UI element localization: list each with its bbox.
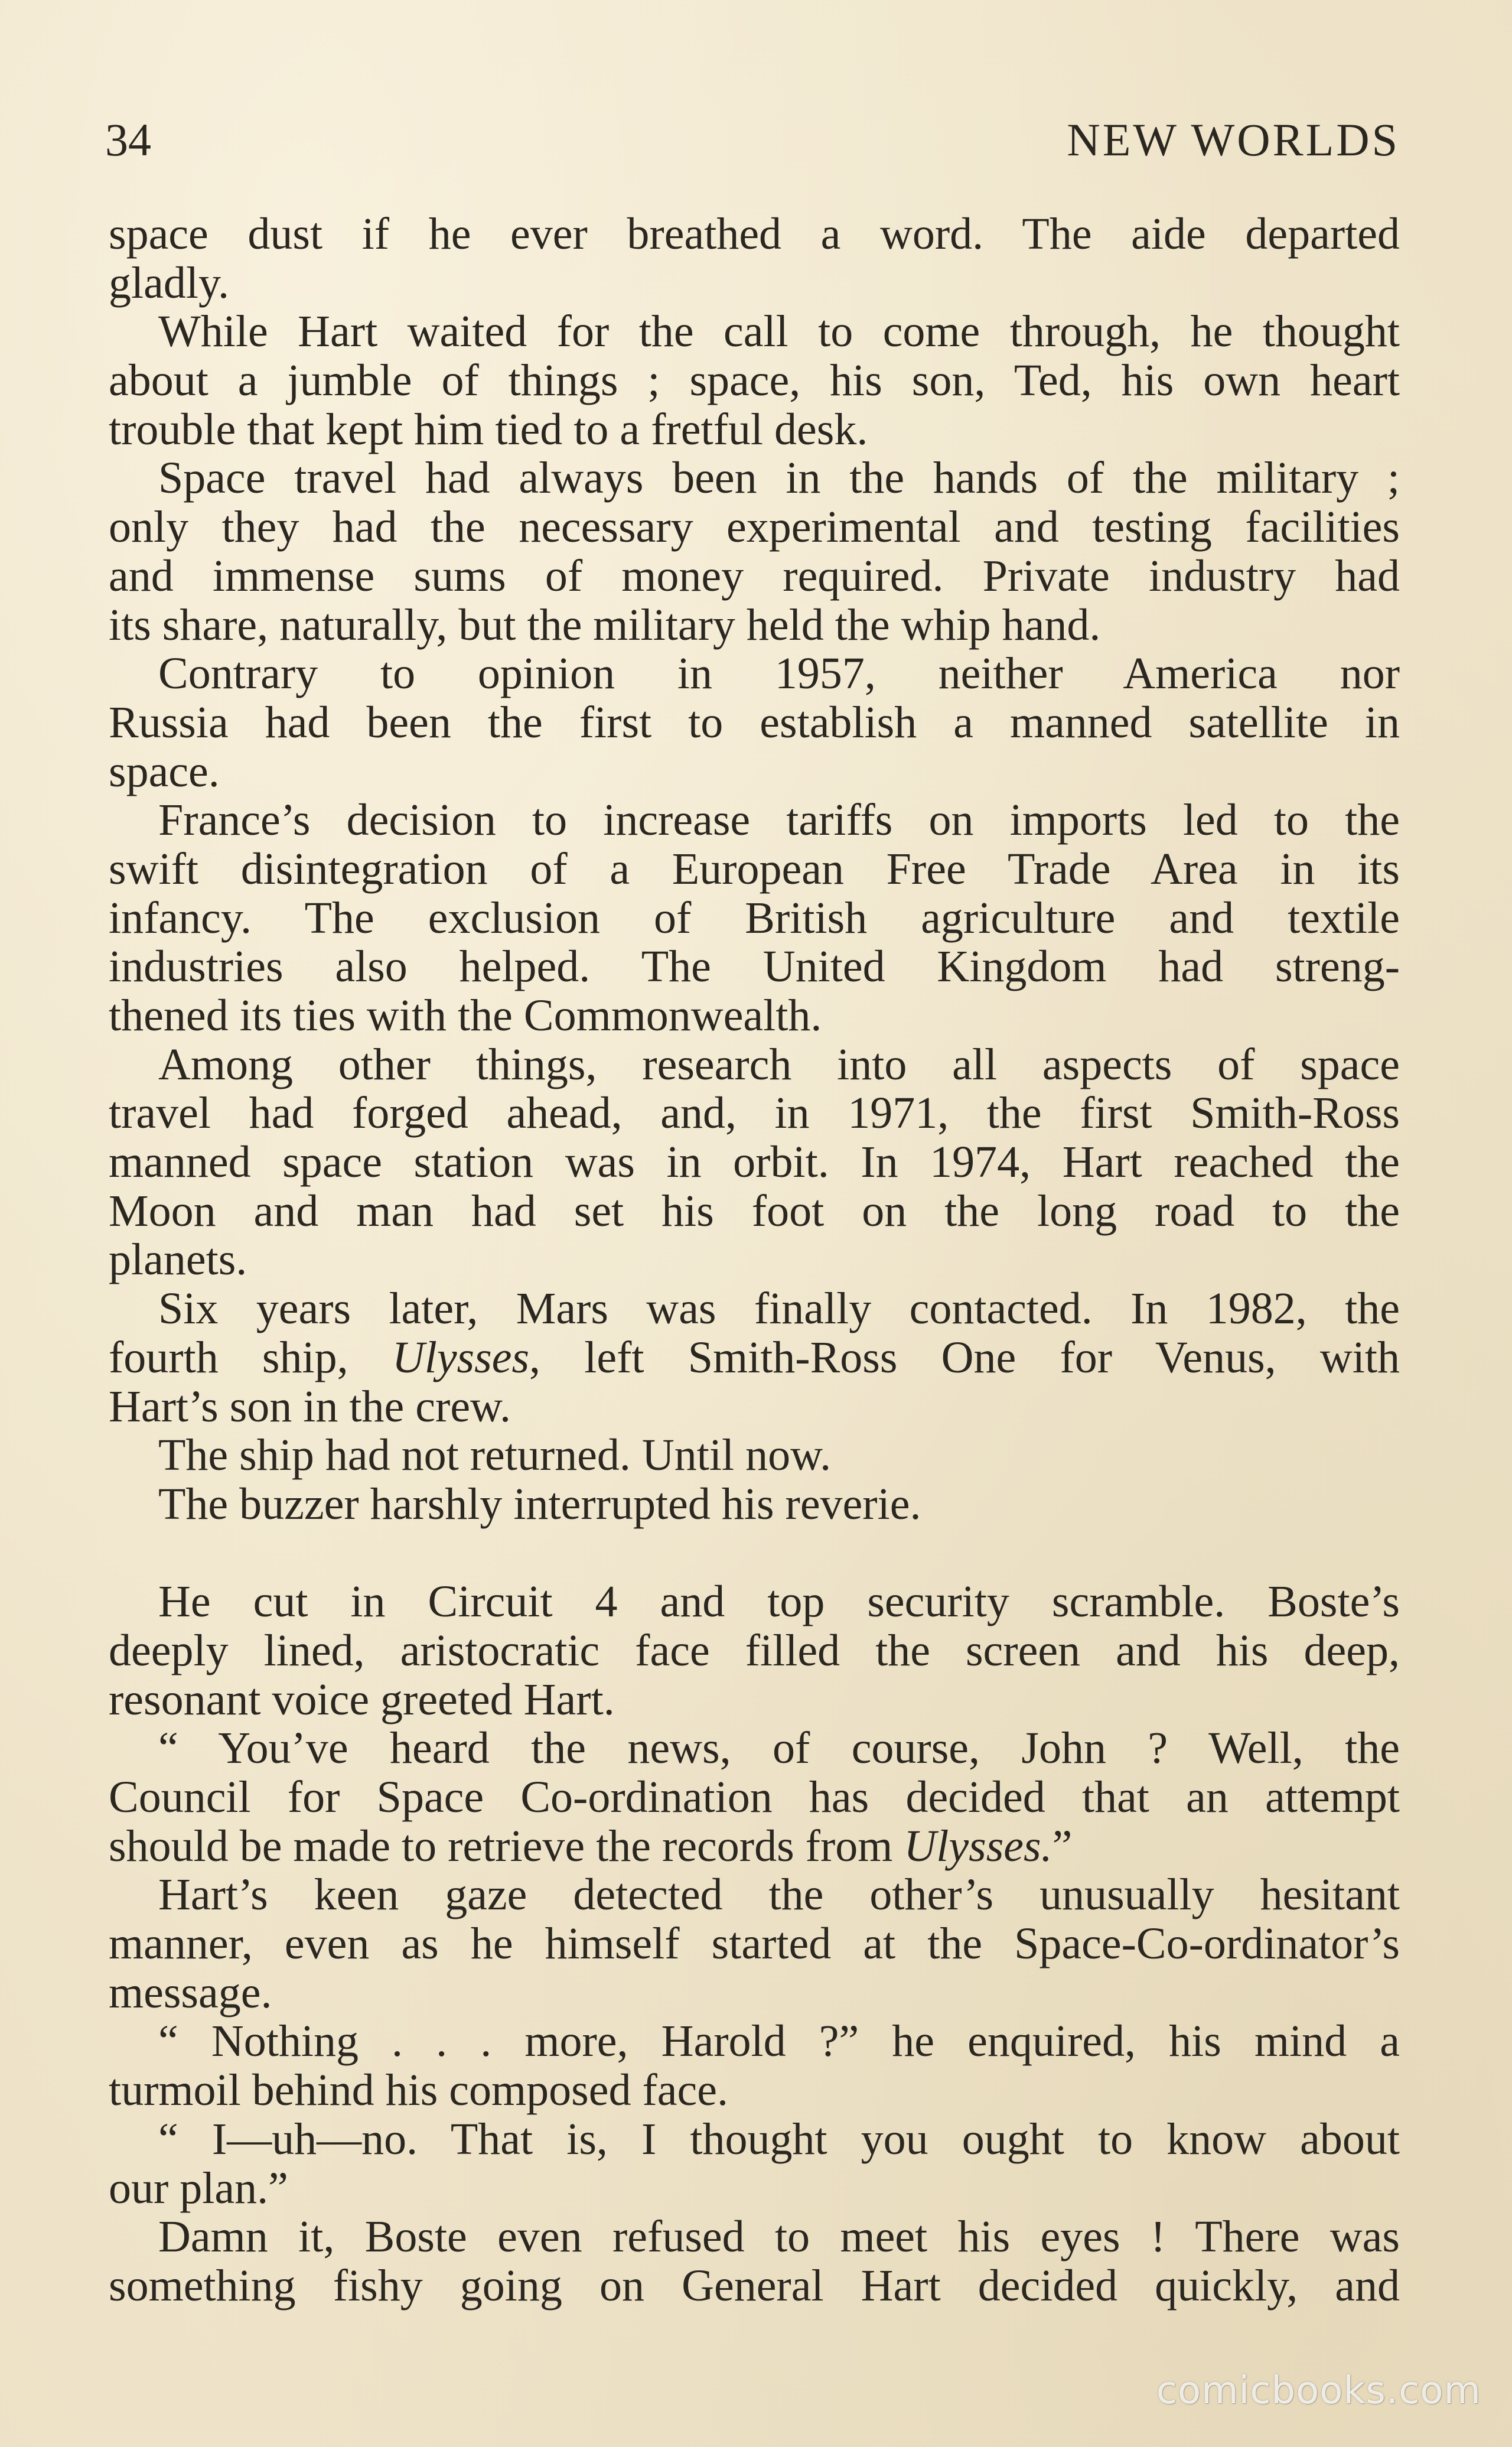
text-line bbox=[109, 307, 1400, 356]
text-line-content: space. bbox=[109, 746, 220, 796]
text-line bbox=[109, 1870, 1400, 1919]
text-line-content: gladly. bbox=[109, 258, 230, 308]
text-line-content: Moon and man had set his foot on the long road to the bbox=[109, 1186, 1400, 1236]
text-line bbox=[109, 796, 1400, 845]
text-line bbox=[109, 405, 1400, 454]
text-line-content: Space travel had always been in the hands of the military ; bbox=[158, 453, 1400, 503]
text-line-content: Damn it, Boste even refused to meet his eyes ! There was bbox=[158, 2212, 1400, 2262]
text-line bbox=[109, 601, 1400, 650]
text-line bbox=[109, 1431, 1400, 1480]
text-line-content: swift disintegration of a European Free Trade Area in its bbox=[109, 844, 1400, 894]
text-line-content: turmoil behind his composed face. bbox=[109, 2065, 728, 2116]
text-line bbox=[109, 2066, 1400, 2115]
italic-title: Ulysses bbox=[392, 1332, 530, 1382]
text-line-content: something fishy going on General Hart decided quickly, and bbox=[109, 2260, 1400, 2311]
text-line bbox=[109, 1382, 1400, 1431]
text-line-content: thened its ties with the Commonwealth. bbox=[109, 991, 822, 1040]
text-line bbox=[109, 1822, 1400, 1871]
text-line bbox=[109, 1626, 1400, 1675]
running-head bbox=[105, 113, 1400, 173]
text-line-content: only they had the necessary experimental and testing facilities bbox=[109, 502, 1400, 552]
text-line-content: Council for Space Co-ordination has decided that an attempt bbox=[109, 1772, 1400, 1822]
text-line bbox=[109, 1675, 1400, 1724]
text-line bbox=[109, 454, 1400, 503]
italic-title: Ulysses. bbox=[904, 1821, 1052, 1871]
text-line-content: about a jumble of things ; space, his son, Ted, his own heart bbox=[109, 356, 1400, 406]
text-line-content: travel had forged ahead, and, in 1971, the first Smith-Ross bbox=[109, 1088, 1400, 1138]
text-line bbox=[109, 698, 1400, 747]
text-line bbox=[109, 1919, 1400, 1968]
text-line-content: He cut in Circuit 4 and top security scramble. Boste’s bbox=[158, 1577, 1400, 1627]
text-line-content: trouble that kept him tied to a fretful desk. bbox=[109, 404, 868, 454]
text-line bbox=[109, 2261, 1400, 2311]
text-line bbox=[109, 747, 1400, 796]
text-line-content: Six years later, Mars was finally contacted. In 1982, the bbox=[158, 1284, 1400, 1334]
text-line-content: France’s decision to increase tariffs on imports led to the bbox=[158, 795, 1400, 845]
text-line-content: space dust if he ever breathed a word. The aide departed bbox=[109, 209, 1400, 259]
text-line-content: Among other things, research into all aspects of space bbox=[158, 1039, 1400, 1089]
text-line-content: infancy. The exclusion of British agriculture and textile bbox=[109, 893, 1400, 943]
text-line bbox=[109, 1773, 1400, 1822]
text-line-content: planets. bbox=[109, 1235, 247, 1285]
text-line-content: industries also helped. The United Kingdom had streng- bbox=[109, 942, 1400, 992]
text-line-content: resonant voice greeted Hart. bbox=[109, 1674, 615, 1724]
text-line bbox=[109, 552, 1400, 601]
text-line bbox=[109, 2017, 1400, 2066]
text-line-content: Contrary to opinion in 1957, neither America nor bbox=[158, 649, 1400, 699]
text-line bbox=[109, 1968, 1400, 2018]
text-line bbox=[109, 356, 1400, 405]
text-line bbox=[109, 1089, 1400, 1138]
text-line-content: manner, even as he himself started at the Space-Co-ordinator’s bbox=[109, 1919, 1400, 1969]
text-line bbox=[109, 1187, 1400, 1236]
text-line-content: manned space station was in orbit. In 1974, Hart reached the bbox=[109, 1137, 1400, 1187]
text-line-content: The ship had not returned. Until now. bbox=[158, 1430, 832, 1480]
text-line bbox=[109, 894, 1400, 943]
text-line bbox=[109, 991, 1400, 1040]
text-line bbox=[109, 1138, 1400, 1187]
text-line-content: and immense sums of money required. Private industry had bbox=[109, 551, 1400, 601]
page-number: 34 bbox=[105, 114, 151, 165]
text-line bbox=[109, 259, 1400, 308]
text-line bbox=[109, 2212, 1400, 2261]
text-line-content: While Hart waited for the call to come through, he thought bbox=[158, 307, 1400, 357]
text-line bbox=[109, 1480, 1400, 1529]
text-line-content: its share, naturally, but the military held the whip hand. bbox=[109, 600, 1101, 650]
blank-line bbox=[109, 1529, 1400, 1578]
text-line bbox=[109, 649, 1400, 698]
text-line-content: message. bbox=[109, 1967, 272, 2018]
text-line bbox=[109, 1724, 1400, 1773]
text-line-content: deeply lined, aristocratic face filled the screen and his deep, bbox=[109, 1625, 1400, 1675]
body-text bbox=[109, 210, 1400, 2311]
text-line bbox=[109, 210, 1400, 259]
text-line bbox=[109, 1284, 1400, 1333]
text-line-content: Russia had been the first to establish a manned satellite in bbox=[109, 697, 1400, 747]
text-line-content: Hart’s keen gaze detected the other’s unusually hesitant bbox=[158, 1870, 1400, 1920]
text-line bbox=[109, 1235, 1400, 1284]
text-line-content: “ I—uh—no. That is, I thought you ought to know about bbox=[158, 2114, 1400, 2164]
text-line bbox=[109, 942, 1400, 991]
text-line-content: The buzzer harshly interrupted his reverie. bbox=[158, 1479, 921, 1529]
text-line bbox=[109, 845, 1400, 894]
text-line-content: “ Nothing . . . more, Harold ?” he enquired, his mind a bbox=[158, 2016, 1400, 2067]
text-line-content: fourth ship, Ulysses, left Smith-Ross One for Venus, with bbox=[109, 1332, 1400, 1382]
text-line-content: should be made to retrieve the records from Ulysses.” bbox=[109, 1821, 1073, 1871]
text-line-content: Hart’s son in the crew. bbox=[109, 1381, 511, 1431]
text-line bbox=[109, 1333, 1400, 1382]
text-line-content: “ You’ve heard the news, of course, John ? Well, the bbox=[158, 1723, 1400, 1774]
text-line-content: our plan.” bbox=[109, 2163, 288, 2213]
text-line bbox=[109, 1577, 1400, 1626]
watermark: comicbooks.com bbox=[1156, 2369, 1481, 2413]
text-line bbox=[109, 2164, 1400, 2213]
text-line bbox=[109, 2115, 1400, 2164]
running-title: NEW WORLDS bbox=[1067, 114, 1400, 165]
text-line bbox=[109, 503, 1400, 552]
text-line bbox=[109, 1040, 1400, 1089]
